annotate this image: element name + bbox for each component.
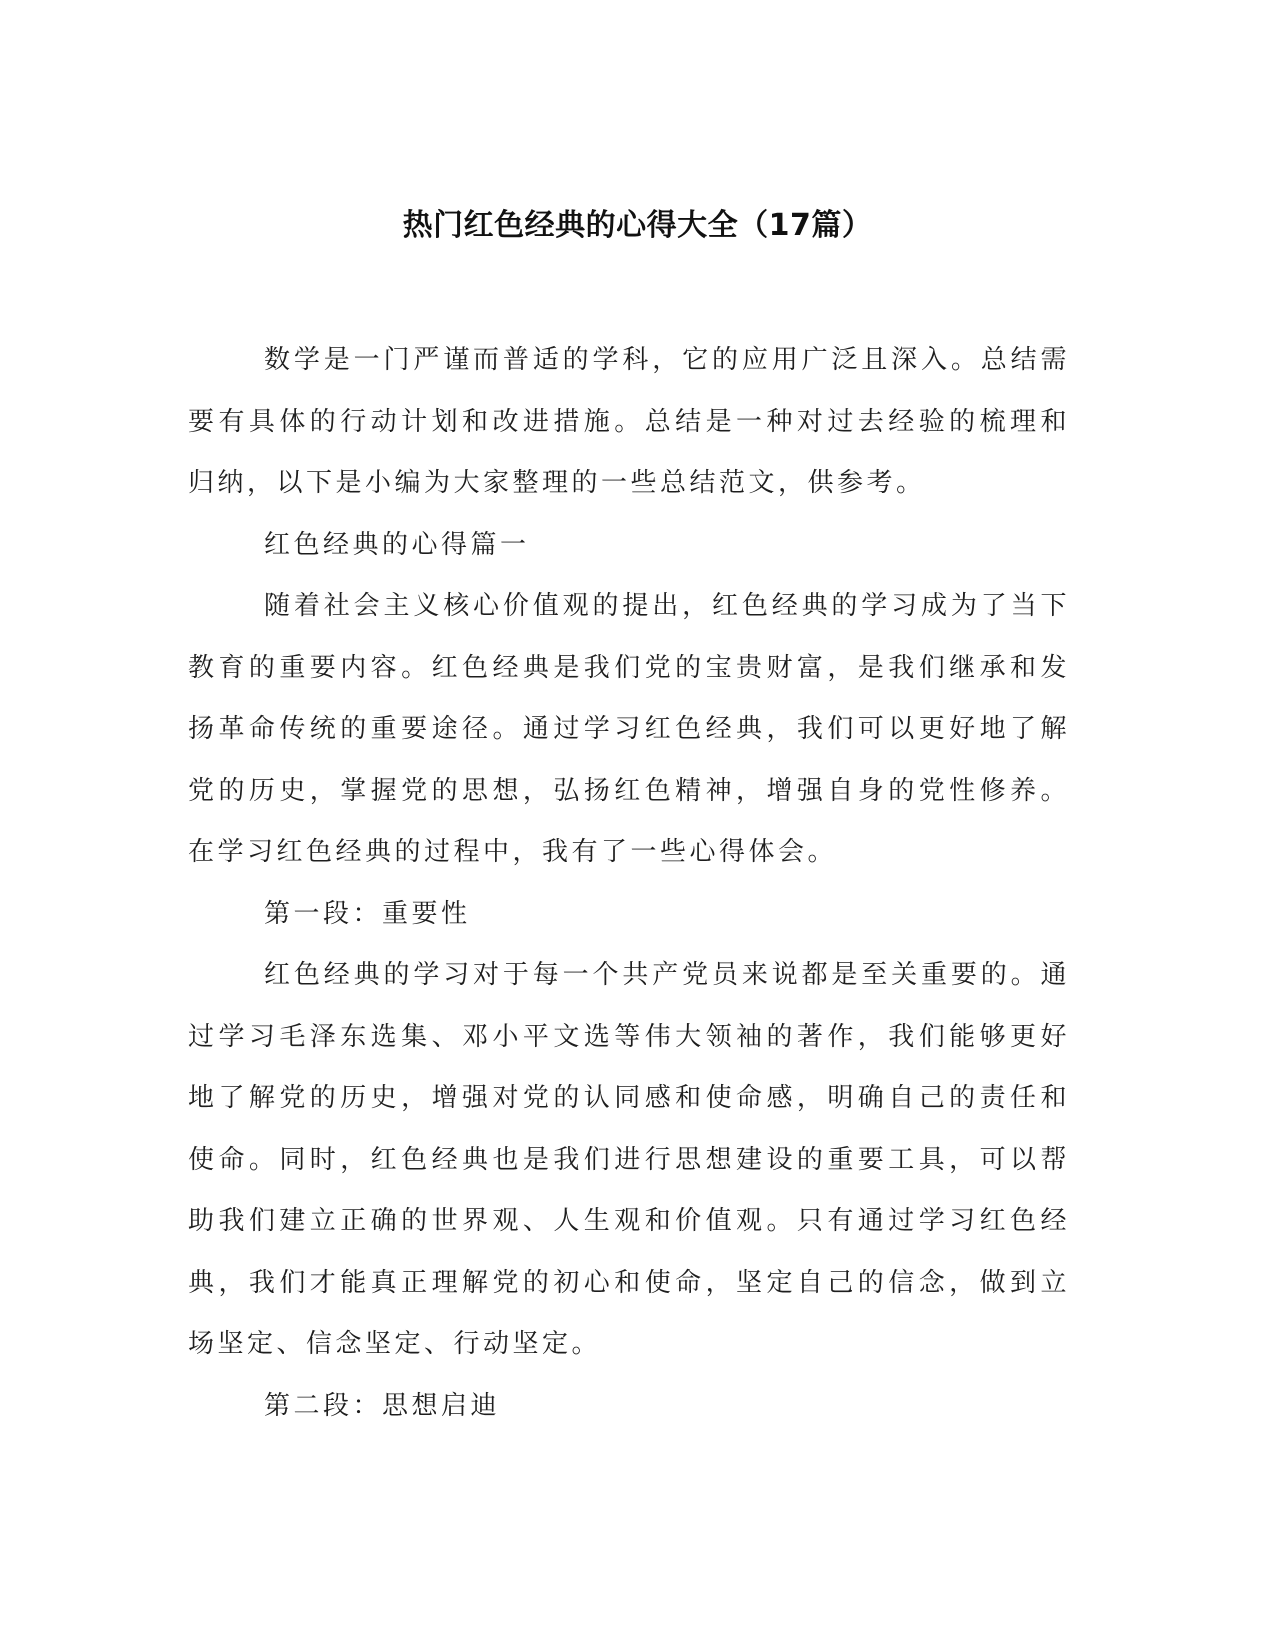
subheading-inspiration: 第二段：思想启迪	[264, 1390, 501, 1421]
intro-paragraph: 数学是一门严谨而普适的学科，它的应用广泛且深入。总结需要有具体的行动计划和改进措施。总结是一种对过去经验的梳理和归纳，以下是小编为大家整理的一些总结范文，供参考。	[188, 345, 1070, 498]
document-body	[188, 330, 1070, 1437]
part-one-intro-paragraph: 随着社会主义核心价值观的提出，红色经典的学习成为了当下教育的重要内容。红色经典是我们党的宝贵财富，是我们继承和发扬革命传统的重要途径。通过学习红色经典，我们可以更好地了解党的历史，掌握党的思想，弘扬红色精神，增强自身的党性修养。在学习红色经典的过程中，我有了一些心得体会。	[188, 591, 1070, 867]
document-title: 热门红色经典的心得大全（17篇）	[402, 208, 873, 243]
subheading-importance: 第一段：重要性	[264, 898, 471, 929]
importance-paragraph: 红色经典的学习对于每一个共产党员来说都是至关重要的。通过学习毛泽东选集、邓小平文选等伟大领袖的著作，我们能够更好地了解党的历史，增强对党的认同感和使命感，明确自己的责任和使命。同时，红色经典也是我们进行思想建设的重要工具，可以帮助我们建立正确的世界观、人生观和价值观。只有通过学习红色经典，我们才能真正理解党的初心和使命，坚定自己的信念，做到立场坚定、信念坚定、行动坚定。	[188, 960, 1070, 1359]
section-heading-part-one: 红色经典的心得篇一	[264, 529, 530, 560]
